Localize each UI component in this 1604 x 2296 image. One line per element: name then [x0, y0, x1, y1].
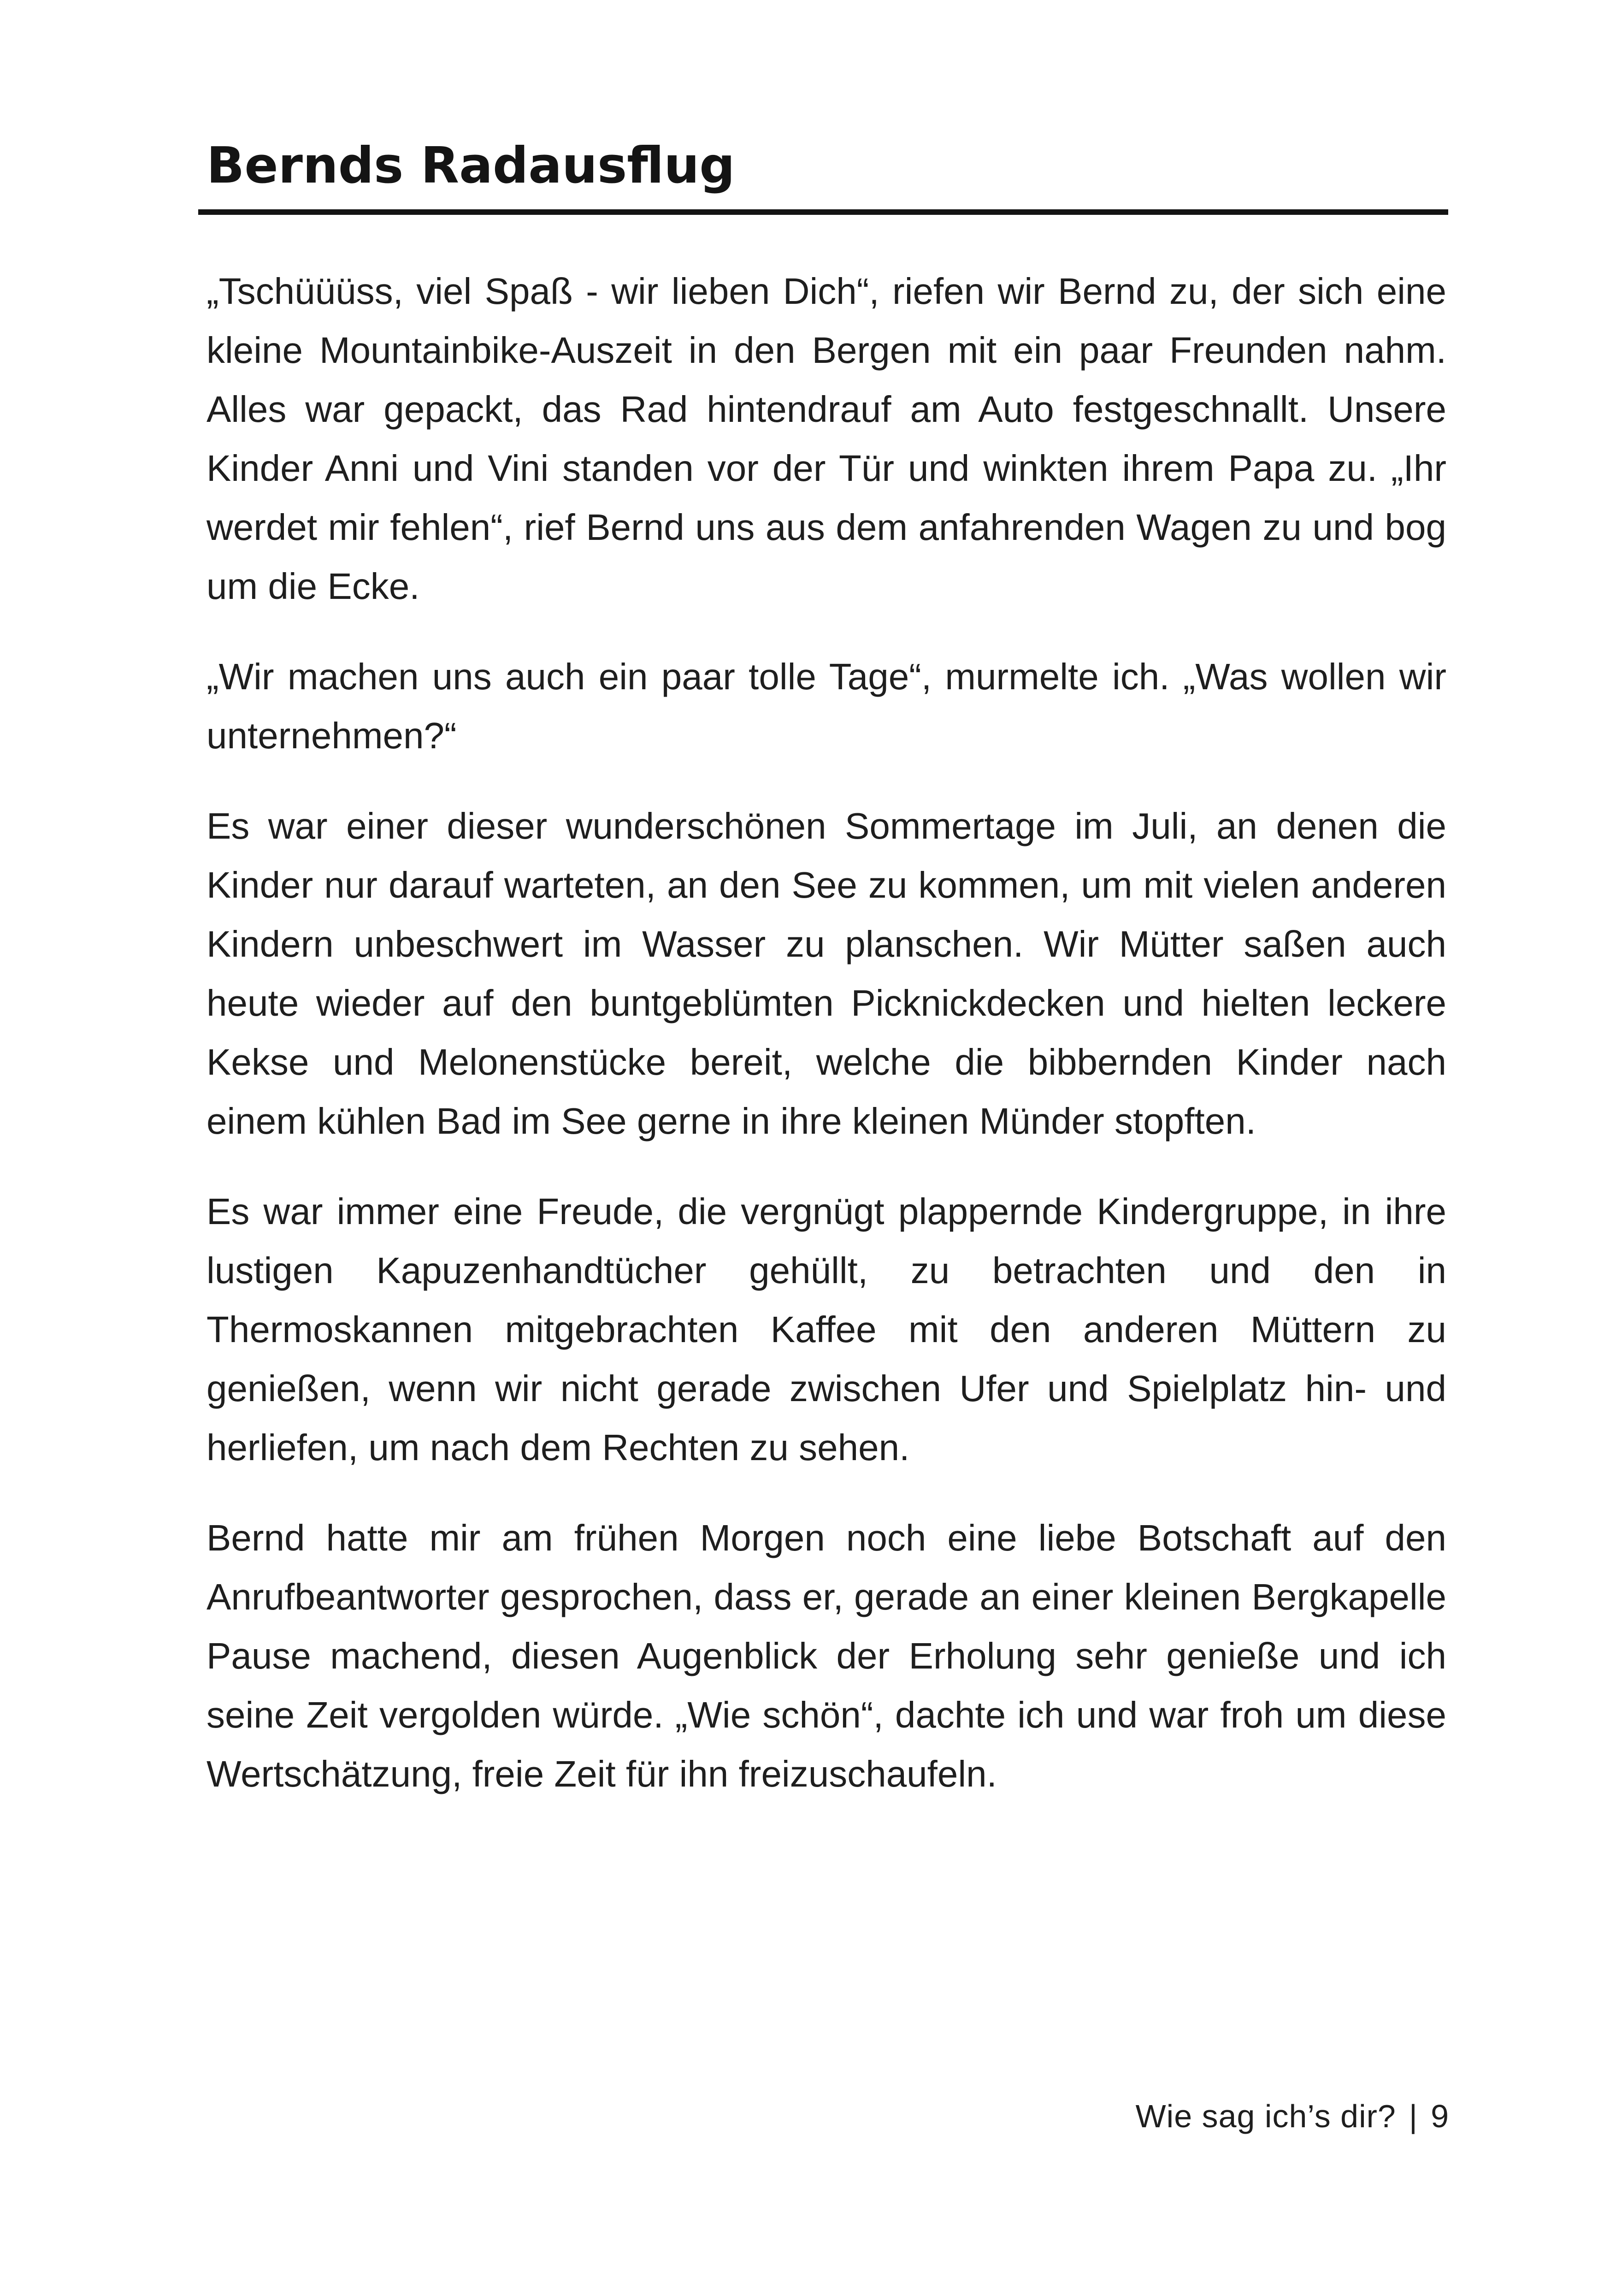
paragraph: „Tschüüüss, viel Spaß - wir lieben Dich“, riefen wir Bernd zu, der sich eine kleine Mountainbike-Auszeit in den Bergen mit ein paar Freunden nahm. Alles war gepackt, das Rad hintendrauf am Auto festgeschnallt. Unsere Kinder Anni und Vini standen vor der Tür und winkten ihrem Papa zu. „Ihr werdet mir fehlen“, rief Bernd uns aus dem anfahrenden Wagen zu und bog um die Ecke. [206, 271, 1446, 607]
page-footer [1136, 2093, 1449, 2139]
paragraph: Es war einer dieser wunderschönen Sommertage im Juli, an denen die Kinder nur darauf warteten, an den See zu kommen, um mit vielen anderen Kindern unbeschwert im Wasser zu planschen. Wir Mütter saßen auch heute wieder auf den buntgeblümten Picknickdecken und hielten leckere Kekse und Melonenstücke bereit, welche die bibbernden Kinder nach einem kühlen Bad im See gerne in ihre kleinen Münder stopften. [206, 805, 1446, 1142]
paragraph: Bernd hatte mir am frühen Morgen noch eine liebe Botschaft auf den Anrufbeantworter gesprochen, dass er, gerade an einer kleinen Bergkapelle Pause machend, diesen Augenblick der Erholung sehr genieße und ich seine Zeit vergolden würde. „Wie schön“, dachte ich und war froh um diese Wertschätzung, freie Zeit für ihn freizuschaufeln. [206, 1517, 1446, 1794]
footer-separator: | [1409, 2098, 1418, 2134]
running-title: Wie sag ich’s dir? [1135, 2098, 1396, 2134]
chapter-title: Bernds Radausflug [206, 137, 735, 195]
paragraph: „Wir machen uns auch ein paar tolle Tage“, murmelte ich. „Was wollen wir unternehmen?“ [206, 656, 1446, 756]
page-number: 9 [1431, 2098, 1449, 2134]
paragraph: Es war immer eine Freude, die vergnügt plappernde Kindergruppe, in ihre lustigen Kapuzenhandtücher gehüllt, zu betrachten und den in Thermoskannen mitgebrachten Kaffee mit den anderen Müttern zu genießen, wenn wir nicht gerade zwischen Ufer und Spielplatz hin- und herliefen, um nach dem Rechten zu sehen. [206, 1191, 1446, 1468]
chapter-body [206, 262, 1446, 1804]
title-underline [198, 209, 1448, 215]
